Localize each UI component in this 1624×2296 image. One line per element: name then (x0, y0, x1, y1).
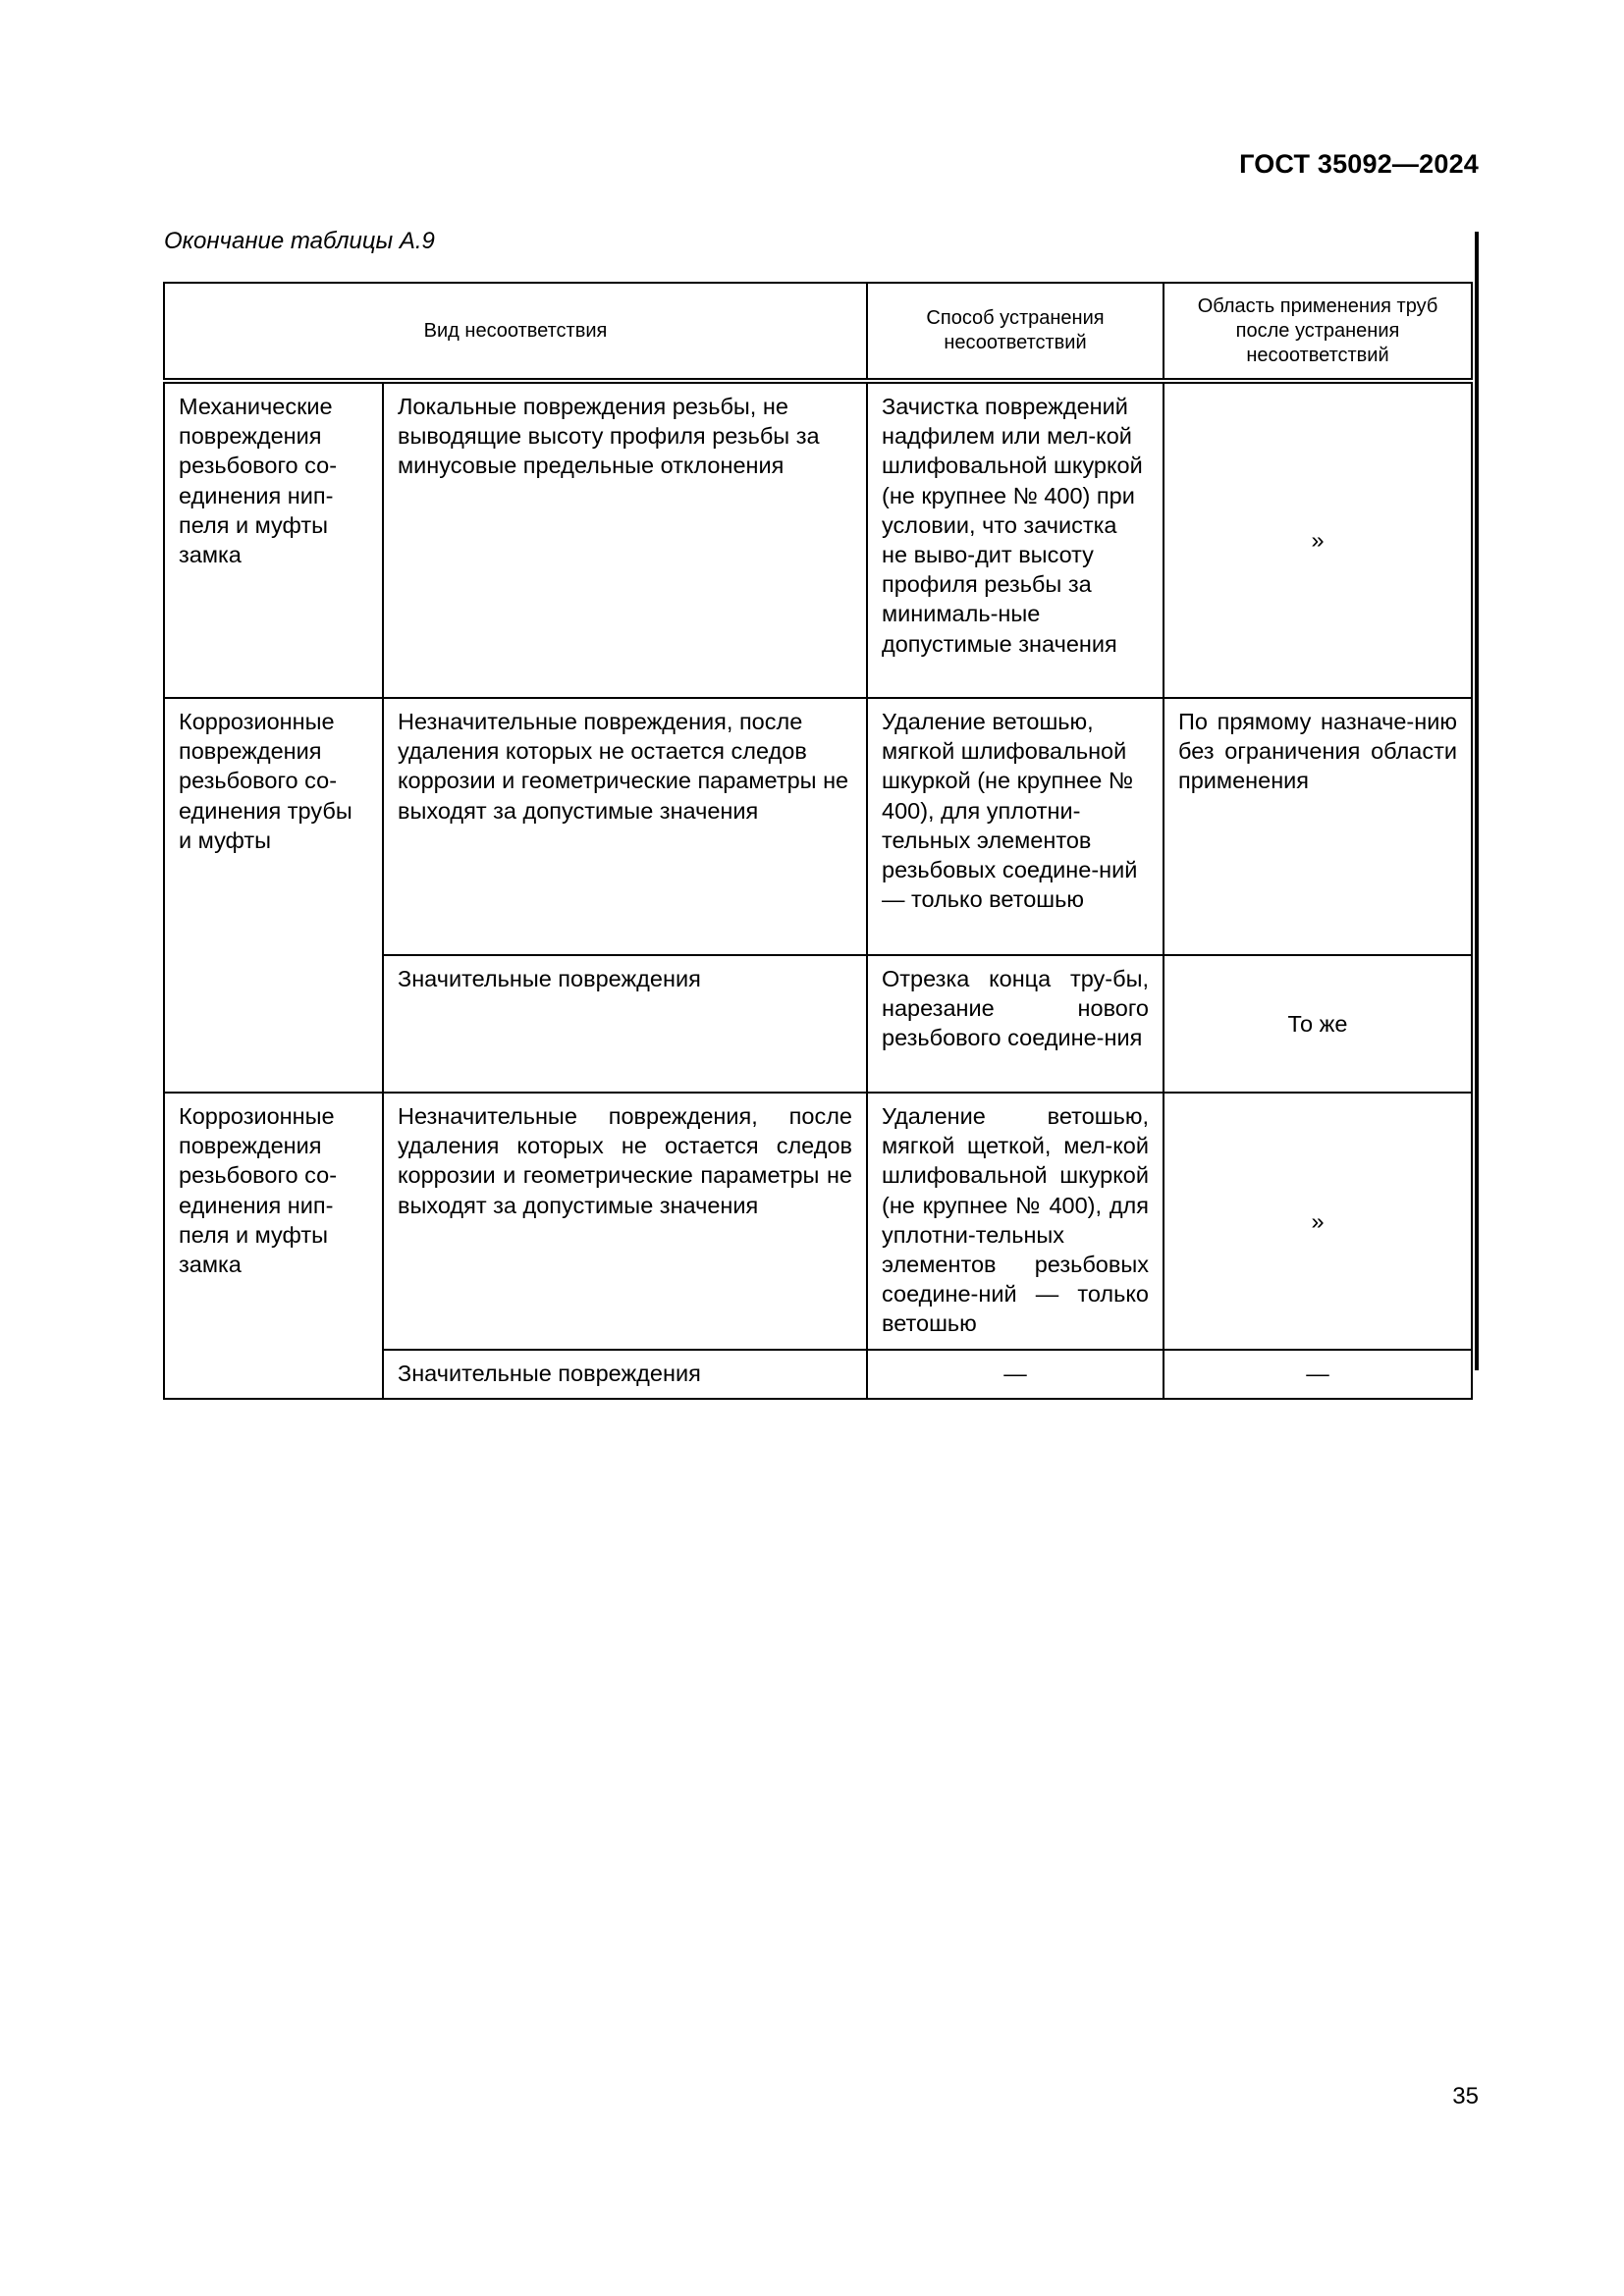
category-cell: Механические повреждения резьбового со-единения нип-пеля и муфты замка (164, 381, 383, 698)
scope-cell: » (1164, 381, 1472, 698)
subtype-cell: Значительные повреждения (383, 1350, 867, 1399)
method-cell: Зачистка повреждений надфилем или мел-кой шлифовальной шкуркой (не крупнее № 400) при условии, что зачистка не выво-дит высоту профиля резьбы за минималь-ные допустимые значения (867, 381, 1164, 698)
nonconformity-table (163, 282, 1473, 1400)
subtype-cell: Локальные повреждения резьбы, не выводящие высоту профиля резьбы за минусовые предельные отклонения (383, 381, 867, 698)
scope-cell: По прямому назначе-нию без ограничения области применения (1164, 698, 1472, 955)
document-id-header: ГОСТ 35092—2024 (1239, 149, 1479, 179)
scope-cell: » (1164, 1093, 1472, 1350)
table-row (164, 381, 1472, 698)
header-method: Способ устранения несоответствий (867, 283, 1164, 381)
table-row (164, 698, 1472, 955)
method-cell: Удаление ветошью, мягкой щеткой, мел-кой шлифовальной шкуркой (не крупнее № 400), для уплотни-тельных элементов резьбовых соедине-ний — только ветошью (867, 1093, 1164, 1350)
page-number: 35 (1452, 2083, 1479, 2109)
header-scope: Область применения труб после устранения несоответствий (1164, 283, 1472, 381)
category-cell: Коррозионные повреждения резьбового со-единения трубы и муфты (164, 698, 383, 1093)
scope-cell: То же (1164, 955, 1472, 1093)
header-type: Вид несоответствия (164, 283, 867, 381)
method-cell: Удаление ветошью, мягкой шлифовальной шкуркой (не крупнее № 400), для уплотни-тельных элементов резьбовых соедине-ний — только ветошью (867, 698, 1164, 955)
subtype-cell: Незначительные повреждения, после удаления которых не остается следов коррозии и геометрические параметры не выходят за допустимые значения (383, 1093, 867, 1350)
table-header-row (164, 283, 1472, 381)
subtype-cell: Незначительные повреждения, после удаления которых не остается следов коррозии и геометрические параметры не выходят за допустимые значения (383, 698, 867, 955)
subtype-cell: Значительные повреждения (383, 955, 867, 1093)
category-cell: Коррозионные повреждения резьбового со-единения нип-пеля и муфты замка (164, 1093, 383, 1399)
method-cell: — (867, 1350, 1164, 1399)
table-caption: Окончание таблицы А.9 (164, 228, 435, 254)
table-row (164, 1093, 1472, 1350)
method-cell: Отрезка конца тру-бы, нарезание нового резьбового соедине-ния (867, 955, 1164, 1093)
scope-cell: — (1164, 1350, 1472, 1399)
margin-change-bar (1475, 232, 1479, 1370)
